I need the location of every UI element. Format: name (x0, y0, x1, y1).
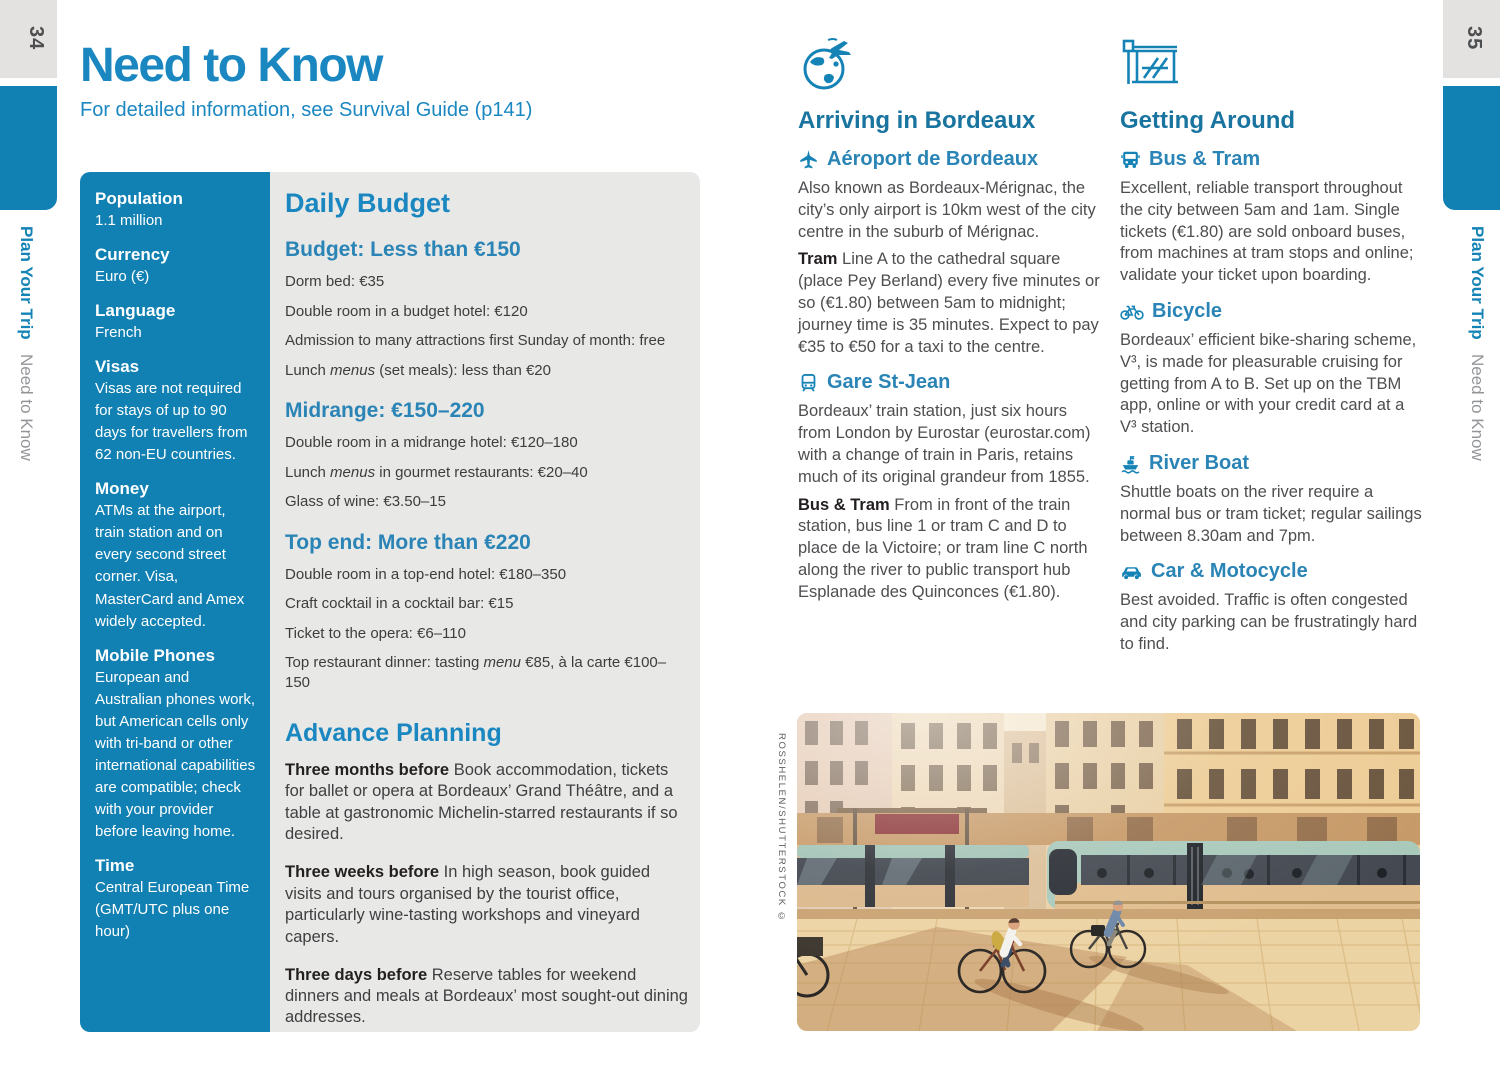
fact-body: Visas are not required for stays of up to 90 days for travellers from 62 non-EU countries. (95, 380, 248, 464)
rail-chapter-label: Plan Your Trip (17, 226, 36, 340)
subhead-airport (798, 148, 1102, 171)
subhead-label: Aéroport de Bordeaux (827, 148, 1039, 170)
subhead-bicycle (1120, 300, 1424, 323)
photo-illustration (797, 713, 1420, 1031)
body-paragraph: Tram Line A to the cathedral square (place Pey Berland) every five minutes or so (€1.80) between 5am to midnight; journey time is 35 minutes. Expect to pay €35 to €50 for a taxi to the centre. (798, 250, 1100, 356)
fact-body: Euro (€) (95, 268, 150, 286)
fact-heading: Money (95, 479, 149, 499)
fact-body: Central European Time (GMT/UTC plus one hour) (95, 878, 250, 941)
budget-tier-label: Midrange: €150–220 (285, 399, 485, 422)
globe-plane-icon (798, 36, 858, 94)
budget-item: Dorm bed: €35 (285, 273, 385, 290)
body-paragraph: Bus & Tram From in front of the train station, bus line 1 or tram C and D to place de la Victoire; or tram line C north along the river to public transport hub Esplanade des Quinconces (€1.80). (798, 495, 1088, 601)
car-icon (1120, 563, 1143, 580)
fact-body: European and Australian phones work, but American cells only with tri-band or other international capabilities are compatible; check with your provider before leaving home. (95, 668, 256, 840)
getting-around-column (1120, 36, 1424, 662)
rail-chapter-label: Plan Your Trip (1468, 226, 1487, 340)
budget-tier-label: Top end: More than €220 (285, 530, 531, 554)
quick-facts-box (80, 172, 270, 1032)
bicycle-icon (1120, 303, 1144, 320)
right-page-number: 35 (1463, 26, 1485, 51)
subhead-bus-tram (1120, 148, 1424, 171)
budget-item: Lunch menus (set meals): less than €20 (285, 361, 551, 379)
bus-icon (1120, 149, 1141, 170)
fact-body: French (95, 324, 142, 342)
fact-body: ATMs at the airport, train station and on every second street corner. Visa, MasterCard and Amex widely accepted. (95, 502, 245, 630)
rail-section-label: Need to Know (17, 353, 36, 461)
subhead-label: Bus & Tram (1149, 148, 1261, 170)
subhead-car-motorcycle (1120, 560, 1424, 583)
page-title: Need to Know (80, 39, 382, 92)
body-paragraph: Also known as Bordeaux-Mérignac, the city’s only airport is 10km west of the city centre in the suburb of Mérignac. (798, 179, 1096, 241)
subhead-label: Bicycle (1152, 299, 1223, 322)
body-paragraph: Bordeaux’ train station, just six hours from London by Eurostar (eurostar.com) with a change of train in Paris, retains much of its original grandeur from 1855. (798, 402, 1091, 486)
fact-body: 1.1 million (95, 212, 163, 229)
boat-icon (1120, 453, 1141, 474)
planning-paragraph: Three weeks before In high season, book guided visits and tours organised by the tourist office, particularly wine-tasting workshops and vineyard capers. (285, 863, 651, 946)
budget-tier-label: Budget: Less than €150 (285, 238, 521, 261)
left-page-number: 34 (25, 26, 47, 51)
subhead-label: Car & Motocycle (1151, 560, 1308, 583)
right-rail-label (1469, 226, 1486, 460)
getting-around-title: Getting Around (1120, 107, 1296, 134)
body-paragraph: Bordeaux’ efficient bike-sharing scheme, V³, is made for pleasurable cruising for getting from A to B. Set up on the TBM app, online or with your credit card at a V³ station. (1120, 330, 1417, 437)
fact-heading: Language (95, 301, 176, 321)
page-subtitle: For detailed information, see Survival Guide (p141) (80, 99, 533, 121)
fact-heading: Currency (95, 245, 170, 265)
arriving-title: Arriving in Bordeaux (798, 107, 1036, 134)
fact-heading: Mobile Phones (95, 645, 215, 665)
page-header (80, 38, 532, 122)
train-icon (798, 372, 819, 393)
budget-item: Double room in a budget hotel: €120 (285, 302, 528, 320)
budget-item: Double room in a top-end hotel: €180–350 (285, 565, 567, 583)
subhead-train-station (798, 371, 1102, 394)
fact-heading: Time (95, 855, 135, 875)
arriving-column (798, 36, 1102, 610)
budget-item: Top restaurant dinner: tasting menu €85, à la carte €100–150 (285, 654, 667, 691)
rail-section-label: Need to Know (1468, 353, 1487, 461)
budget-title: Daily Budget (285, 188, 451, 218)
left-page-tab-blue (0, 86, 57, 210)
airplane-icon (798, 149, 819, 170)
subhead-label: River Boat (1149, 451, 1250, 474)
bordeaux-tram-photo (797, 713, 1420, 1031)
photo-credit: ROSSHELEN/SHUTTERSTOCK © (776, 733, 787, 924)
subhead-river-boat (1120, 452, 1424, 475)
subhead-label: Gare St-Jean (827, 371, 951, 394)
left-rail-label (18, 226, 35, 460)
budget-item: Glass of wine: €3.50–15 (285, 493, 446, 510)
budget-item: Double room in a midrange hotel: €120–180 (285, 434, 578, 451)
right-page-tab-blue (1443, 86, 1500, 210)
budget-item: Ticket to the opera: €6–110 (285, 624, 466, 642)
tram-shelter-icon (1120, 36, 1180, 94)
budget-item: Admission to many attractions first Sunday of month: free (285, 332, 666, 349)
planning-paragraph: Three months before Book accommodation, tickets for ballet or opera at Bordeaux’ Grand Théâtre, and a table at gastronomic Michelin-starred restaurants if so desired. (285, 761, 678, 844)
fact-heading: Population (95, 189, 183, 208)
body-paragraph: Shuttle boats on the river require a normal bus or tram ticket; regular sailings between 8.30am and 7pm. (1120, 482, 1422, 545)
daily-budget-box (270, 172, 700, 1032)
body-paragraph: Excellent, reliable transport throughout the city between 5am and 1am. Single tickets (€1.80) are sold onboard buses, from machines at tram stops and online; validate your ticket upon boarding. (1120, 179, 1414, 285)
budget-item: Lunch menus in gourmet restaurants: €20–40 (285, 463, 588, 481)
planning-paragraph: Three days before Reserve tables for weekend dinners and meals at Bordeaux’ most sought-out dining addresses. (285, 965, 688, 1027)
body-paragraph: Best avoided. Traffic is often congested and city parking can be frustratingly hard to find. (1120, 591, 1418, 653)
advance-planning-title: Advance Planning (285, 719, 502, 747)
budget-item: Craft cocktail in a cocktail bar: €15 (285, 595, 514, 612)
fact-heading: Visas (95, 357, 140, 377)
